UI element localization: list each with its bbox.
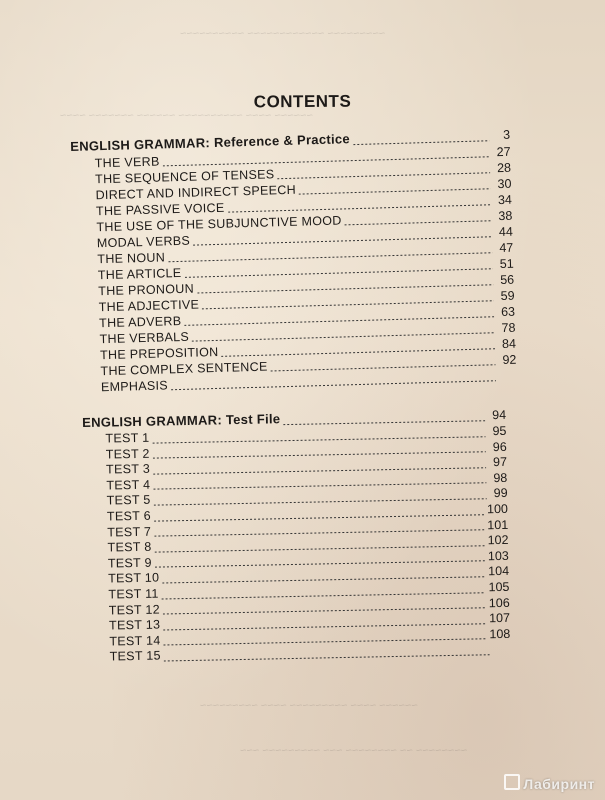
section-title: ENGLISH GRAMMAR: Test File <box>82 411 281 430</box>
watermark-text: Лабиринт <box>523 776 595 792</box>
entry-label: TEST 11 <box>108 586 159 602</box>
entry-label: TEST 13 <box>108 617 161 633</box>
entry-label: THE ADJECTIVE <box>98 297 200 315</box>
page-number: 98 <box>493 470 508 485</box>
page-number: 104 <box>488 564 510 579</box>
entry-label: TEST 5 <box>106 493 151 508</box>
page-number: 44 <box>498 224 513 240</box>
page-number: 84 <box>501 336 517 352</box>
page-number: 27 <box>496 144 511 160</box>
page-number: 105 <box>488 579 510 595</box>
bleed-through-text: ~~~~~~ ~~~~ ~~~~~~~~~~ ~~~~~~ ~~~~~~~ ~~~~ <box>60 110 313 122</box>
entry-label: TEST 3 <box>105 461 151 477</box>
entry-label: THE VERB <box>94 154 160 171</box>
entry-label: TEST 6 <box>106 508 152 524</box>
page-number: 92 <box>502 352 517 368</box>
page-number: 30 <box>497 176 512 192</box>
page-number: 63 <box>500 304 516 320</box>
page-number: 51 <box>499 256 514 272</box>
entry-label: TEST 2 <box>105 446 150 462</box>
entry-label: THE ARTICLE <box>97 265 182 283</box>
page-number <box>499 380 517 381</box>
entry-label: TEST 8 <box>107 539 152 555</box>
entry-label: TEST 10 <box>108 570 160 586</box>
entry-label: TEST 1 <box>105 430 150 446</box>
dot-leader <box>164 654 490 661</box>
page-number: 38 <box>498 208 513 224</box>
toc-section-reference <box>70 126 517 396</box>
page-number: 101 <box>487 517 509 532</box>
page-number: 103 <box>487 548 509 563</box>
entry-label: THE ADVERB <box>98 313 182 331</box>
page-number: 28 <box>496 160 512 176</box>
entry-label: THE VERBALS <box>99 329 190 347</box>
entry-label: THE COMPLEX SENTENCE <box>100 359 268 379</box>
page-number: 97 <box>492 455 508 470</box>
entry-label: THE PASSIVE VOICE <box>95 200 225 219</box>
page-number: 94 <box>492 407 507 423</box>
page-number: 106 <box>488 595 510 610</box>
page-title: CONTENTS <box>253 91 352 112</box>
dot-leader <box>171 380 496 390</box>
labirint-logo-icon <box>504 774 520 790</box>
page-number: 99 <box>493 486 508 501</box>
page-number: 34 <box>497 192 513 208</box>
page-number: 95 <box>492 423 507 439</box>
watermark <box>504 774 595 792</box>
entry-label: TEST 7 <box>107 524 152 540</box>
page-number: 96 <box>492 439 507 454</box>
entry-label: THE PREPOSITION <box>99 344 219 363</box>
page-number: 108 <box>489 626 511 641</box>
entry-label: TEST 12 <box>108 602 161 618</box>
page-number: 100 <box>486 501 509 517</box>
bleed-through-text: ~~~~~~ ~~~~ ~~~~~~~~~ ~~~~ ~~~~~~~~~ <box>200 700 418 712</box>
entry-label: TEST 4 <box>106 477 151 493</box>
page-number: 56 <box>500 272 515 288</box>
bleed-through-text: ~~~~~~~~~ ~~~~~~~~~~~~ ~~~~~~~~~~ <box>180 28 386 40</box>
entry-label: THE USE OF THE SUBJUNCTIVE MOOD <box>96 213 342 235</box>
entry-label: THE SEQUENCE OF TENSES <box>94 167 275 187</box>
page-number: 102 <box>487 532 509 548</box>
entry-label: TEST 15 <box>109 648 161 664</box>
section-title: ENGLISH GRAMMAR: Reference & Practice <box>70 131 351 154</box>
page-number: 107 <box>489 610 511 626</box>
page-number: 78 <box>501 320 516 336</box>
entry-label: EMPHASIS <box>100 378 169 395</box>
entry-label: TEST 14 <box>109 633 161 649</box>
toc-section-testfile <box>82 406 511 666</box>
entry-label: THE PRONOUN <box>98 281 195 299</box>
page-number: 3 <box>502 127 511 142</box>
entry-label: DIRECT AND INDIRECT SPEECH <box>95 182 297 203</box>
entry-label: TEST 9 <box>107 555 152 571</box>
page-number: 47 <box>499 240 514 256</box>
bleed-through-text: ~~~~~~~~ ~~ ~~~~~~~~ ~~~ ~~~~~~~~~ ~~~ <box>240 745 468 757</box>
page-number: 59 <box>500 288 515 304</box>
entry-label: MODAL VERBS <box>96 233 191 251</box>
entry-label: THE NOUN <box>97 250 166 267</box>
